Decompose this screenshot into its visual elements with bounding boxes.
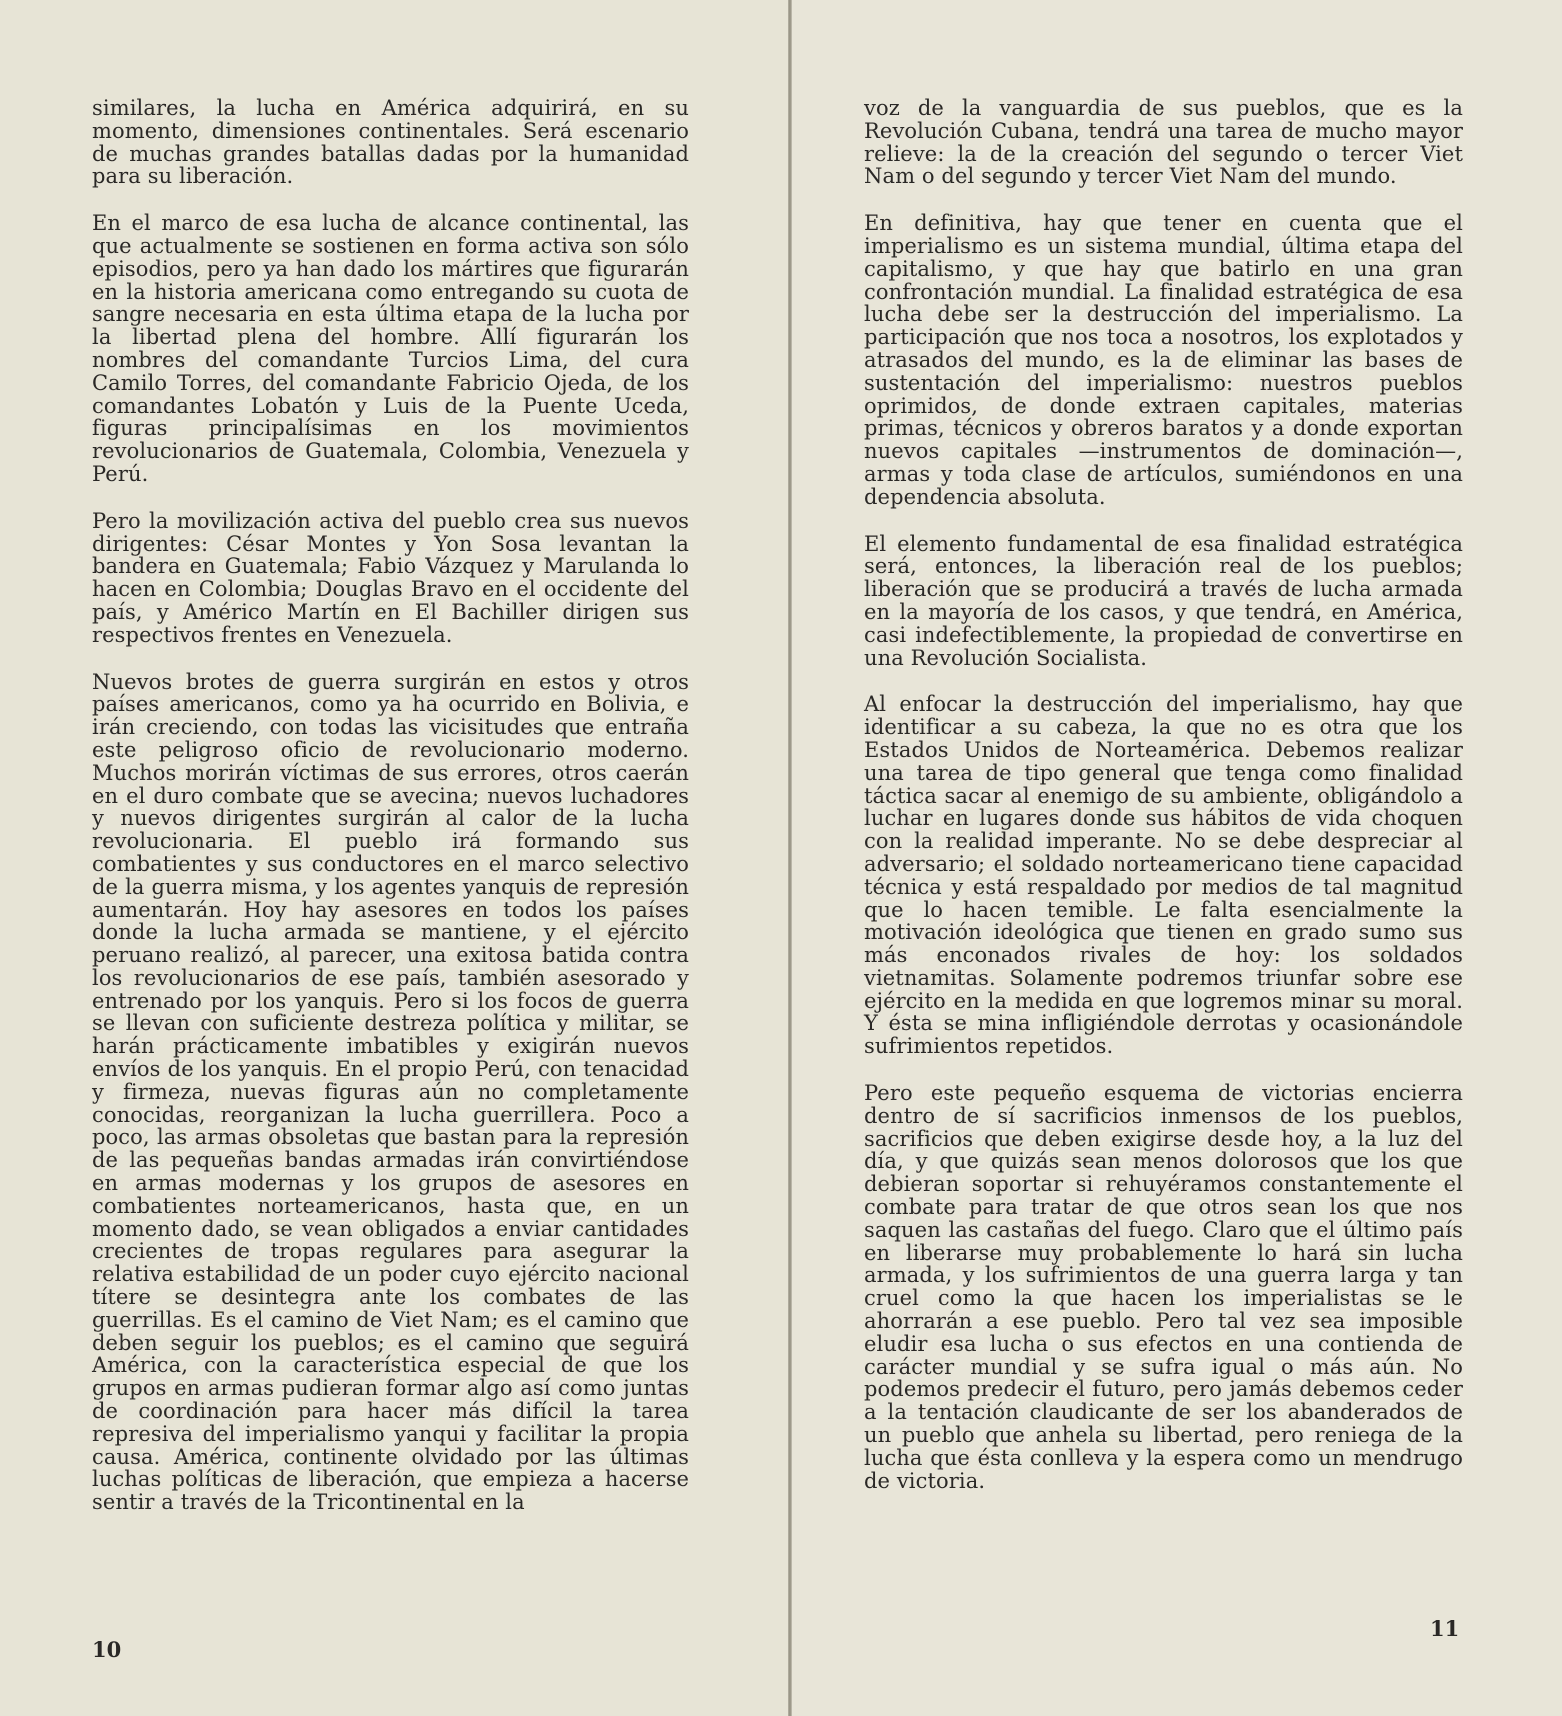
paragraph: En el marco de esa lucha de alcance continental, las que actualmente se sostienen en forma activa son sólo episodios, pero ya han dado los mártires que figurarán en la historia americana como entregando su cuota de sangre necesaria en esta última etapa de la lucha por la libertad plena del hombre. Allí figurarán los nombres del comandante Turcios Lima, del cura Camilo Torres, del comandante Fabricio Ojeda, de los comandantes Lobatón y Luis de la Puente Uceda, figuras principalísimas en los movimientos revolucionarios de Guatemala, Colombia, Venezuela y Perú. [92,211,689,486]
right-page [790,0,1562,1716]
page-number: 11 [1430,1616,1460,1641]
paragraph: En definitiva, hay que tener en cuenta que el imperialismo es un sistema mundial, última etapa del capitalismo, y que hay que batirlo en una gran confrontación mundial. La finalidad estratégica de esa lucha debe ser la destrucción del imperialismo. La participación que nos toca a nosotros, los explotados y atrasados del mundo, es la de eliminar las bases de sustentación del imperialismo: nuestros pueblos oprimidos, de donde extraen capitales, materias primas, técnicos y obreros baratos y a donde exportan nuevos capitales —instrumentos de dominación—, armas y toda clase de artículos, sumiéndonos en una dependencia absoluta. [864,211,1463,509]
paragraph: Nuevos brotes de guerra surgirán en estos y otros países americanos, como ya ha ocurrido en Bolivia, e irán creciendo, con todas las vicisitudes que entraña este peligroso oficio de revolucionario moderno. Muchos morirán víctimas de sus errores, otros caerán en el duro combate que se avecina; nuevos luchadores y nuevos dirigentes surgirán al calor de la lucha revolucionaria. El pueblo irá formando sus combatientes y sus conductores en el marco selectivo de la guerra misma, y los agentes yanquis de represión aumentarán. Hoy hay asesores en todos los países donde la lucha armada se mantiene, y el ejército peruano realizó, al parecer, una exitosa batida contra los revolucionarios de ese país, también asesorado y entrenado por los yanquis. Pero si los focos de guerra se llevan con suficiente destreza política y militar, se harán prácticamente imbatibles y exigirán nuevos envíos de los yanquis. En el propio Perú, con tenacidad y firmeza, nuevas figuras aún no completamente conocidas, reorganizan la lucha guerrillera. Poco a poco, las armas obsoletas que bastan para la represión de las pequeñas bandas armadas irán convirtiéndose en armas modernas y los grupos de asesores en combatientes norteamericanos, hasta que, en un momento dado, se vean obligados a enviar cantidades crecientes de tropas regulares para asegurar la relativa estabilidad de un poder cuyo ejército nacional títere se desintegra ante los combates de las guerrillas. Es el camino de Viet Nam; es el camino que deben seguir los pueblos; es el camino que seguirá América, con la característica especial de que los grupos en armas pudieran formar algo así como juntas de coordinación para hacer más difícil la tarea represiva del imperialismo yanqui y facilitar la propia causa. América, continente olvidado por las últimas luchas políticas de liberación, que empieza a hacerse sentir a través de la Tricontinental en la [92,669,689,1515]
paragraph: similares, la lucha en América adquirirá, en su momento, dimensiones continentales. Será escenario de muchas grandes batallas dadas por la humanidad para su liberación. [92,96,689,189]
paragraph: Al enfocar la destrucción del imperialismo, hay que identificar a su cabeza, la que no es otra que los Estados Unidos de Norteamérica. Debemos realizar una tarea de tipo general que tenga como finalidad táctica sacar al enemigo de su ambiente, obligándolo a luchar en lugares donde sus hábitos de vida choquen con la realidad imperante. No se debe despreciar al adversario; el soldado norteamericano tiene capacidad técnica y está respaldado por medios de tal magnitud que lo hacen temible. Le falta esencialmente la motivación ideológica que tienen en grado sumo sus más enconados rivales de hoy: los soldados vietnamitas. Solamente podremos triunfar sobre ese ejército en la medida en que logremos minar su moral. Y ésta se mina infligiéndole derrotas y ocasionándole sufrimientos repetidos. [864,692,1463,1059]
paragraph: Pero este pequeño esquema de victorias encierra dentro de sí sacrificios inmensos de los pueblos, sacrificios que deben exigirse desde hoy, a la luz del día, y que quizás sean menos dolorosos que los que debieran soportar si rehuyéramos constantemente el combate para tratar de que otros sean los que nos saquen las castañas del fuego. Claro que el último país en liberarse muy probablemente lo hará sin lucha armada, y los sufrimientos de una guerra larga y tan cruel como la que hacen los imperialistas se le ahorrarán a ese pueblo. Pero tal vez sea imposible eludir esa lucha o sus efectos en una contienda de carácter mundial y se sufra igual o más aún. No podemos predecir el futuro, pero jamás debemos ceder a la tentación claudicante de ser los abanderados de un pueblo que anhela su libertad, pero reniega de la lucha que ésta conlleva y la espera como un mendrugo de victoria. [864,1081,1463,1493]
paragraph: Pero la movilización activa del pueblo crea sus nuevos dirigentes: César Montes y Yon Sosa levantan la bandera en Guatemala; Fabio Vázquez y Marulanda lo hacen en Colombia; Douglas Bravo en el occidente del país, y Américo Martín en El Bachiller dirigen sus respectivos frentes en Venezuela. [92,508,689,647]
paragraph: voz de la vanguardia de sus pueblos, que es la Revolución Cubana, tendrá una tarea de mucho mayor relieve: la de la creación del segundo o tercer Viet Nam o del segundo y tercer Viet Nam del mundo. [864,96,1463,189]
page-number: 10 [92,1637,122,1662]
left-text-column [92,97,689,1538]
paragraph: El elemento fundamental de esa finalidad estratégica será, entonces, la liberación real de los pueblos; liberación que se producirá a través de lucha armada en la mayoría de los casos, y que tendrá, en América, casi indefectiblemente, la propiedad de convertirse en una Revolución Socialista. [864,531,1463,670]
right-text-column [864,97,1463,1516]
book-gutter [788,0,792,1716]
